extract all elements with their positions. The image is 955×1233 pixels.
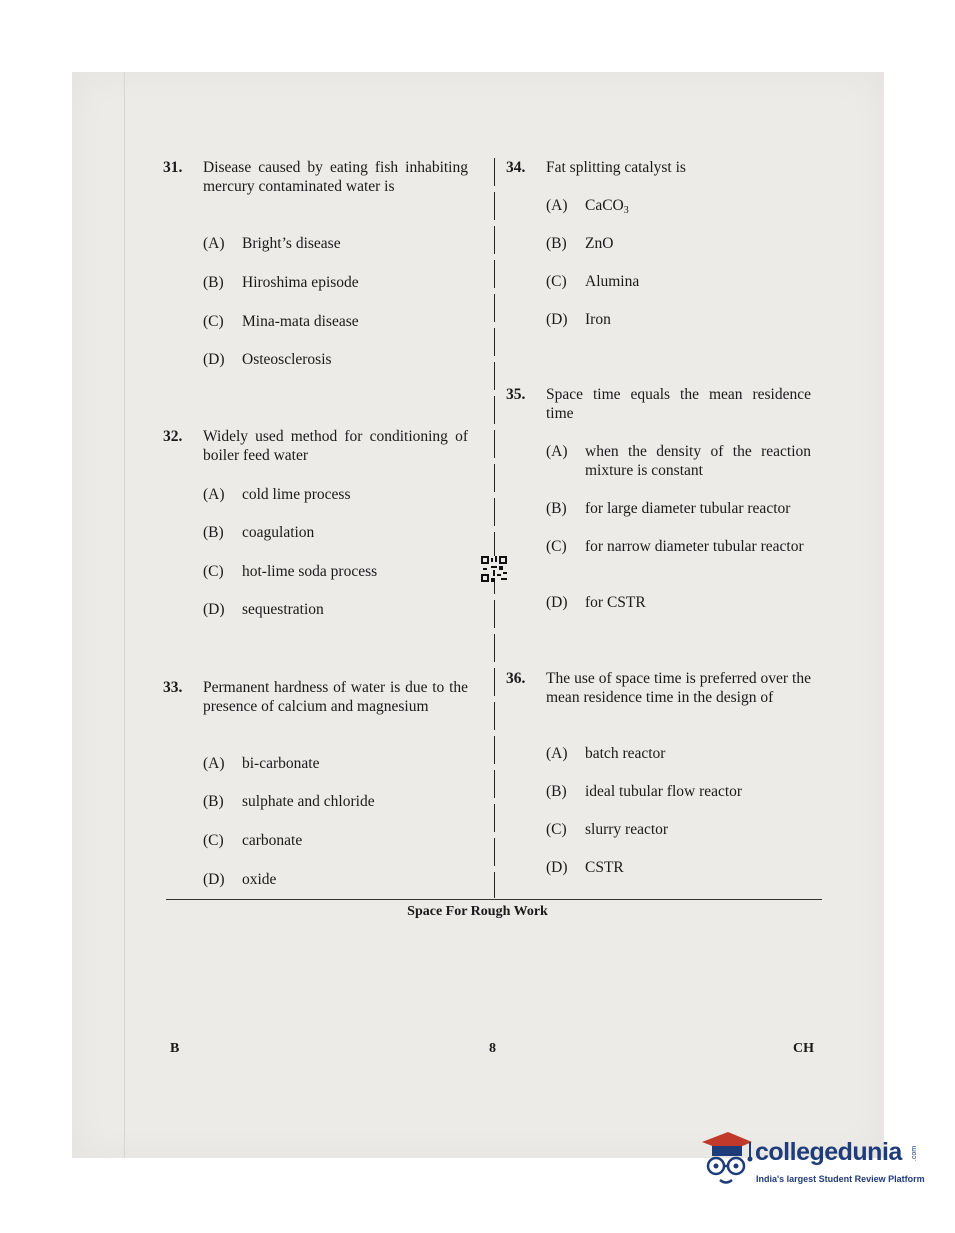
option-text: for CSTR (585, 594, 646, 611)
brand-tagline: India's largest Student Review Platform (756, 1174, 925, 1184)
question-text: Disease caused by eating fish inhabiting mercury contaminated water is (203, 159, 468, 195)
option-34-d[interactable] (546, 310, 811, 329)
page-number: 8 (489, 1041, 496, 1056)
option-text: sulphate and chloride (242, 793, 375, 810)
page-margin-line (124, 72, 125, 1158)
option-label: (D) (546, 311, 568, 328)
option-text: cold lime process (242, 486, 351, 503)
brand-domain-suffix: .com (911, 1145, 919, 1162)
option-label: (A) (546, 197, 568, 214)
question-34 (506, 158, 811, 177)
option-31-c[interactable] (203, 312, 468, 331)
option-text: Osteosclerosis (242, 351, 332, 368)
option-label: (B) (203, 793, 224, 810)
question-32 (163, 427, 468, 465)
option-label: (A) (203, 235, 225, 252)
option-label: (B) (203, 274, 224, 291)
column-divider (494, 158, 495, 898)
option-36-c[interactable] (546, 820, 811, 839)
option-label: (D) (203, 351, 225, 368)
qr-code-icon (481, 556, 507, 582)
question-33 (163, 678, 468, 716)
option-31-b[interactable] (203, 273, 468, 292)
option-label: (A) (203, 755, 225, 772)
option-35-c[interactable] (546, 537, 811, 556)
formula-subscript: 3 (623, 205, 629, 216)
collegedunia-logo[interactable] (698, 1128, 928, 1198)
option-text: coagulation (242, 524, 315, 541)
question-number: 36. (506, 670, 526, 687)
option-text: when the density of the reaction mixture is constant (585, 443, 811, 479)
option-text: CSTR (585, 859, 624, 876)
option-label: (A) (546, 443, 568, 460)
graduate-cap-mascot-icon (698, 1128, 754, 1190)
question-number: 33. (163, 679, 183, 696)
option-text: carbonate (242, 832, 303, 849)
option-36-d[interactable] (546, 858, 811, 877)
question-text: Space time equals the mean residence time (546, 386, 811, 422)
question-text: Fat splitting catalyst is (546, 159, 686, 176)
option-text: oxide (242, 871, 277, 888)
option-31-a[interactable] (203, 234, 468, 253)
option-label: (C) (546, 821, 567, 838)
option-34-b[interactable] (546, 234, 811, 253)
option-text: Bright’s disease (242, 235, 341, 252)
option-text: slurry reactor (585, 821, 669, 838)
option-label: (A) (203, 486, 225, 503)
option-label: (A) (546, 745, 568, 762)
option-text: Alumina (585, 273, 640, 290)
option-text: hot-lime soda process (242, 563, 378, 580)
option-36-a[interactable] (546, 744, 811, 763)
question-number: 32. (163, 428, 183, 445)
option-label: (B) (546, 500, 567, 517)
footer-series: B (170, 1041, 180, 1056)
option-35-b[interactable] (546, 499, 811, 518)
option-text: for narrow diameter tubular reactor (585, 538, 804, 555)
rough-work-label: Space For Rough Work (407, 904, 548, 919)
option-label: (B) (203, 524, 224, 541)
option-text: Hiroshima episode (242, 274, 359, 291)
option-text: batch reactor (585, 745, 666, 762)
option-label: (D) (546, 594, 568, 611)
option-text: for large diameter tubular reactor (585, 500, 791, 517)
question-number: 34. (506, 159, 526, 176)
option-label: (C) (546, 538, 567, 555)
option-text: ideal tubular flow reactor (585, 783, 743, 800)
question-text: The use of space time is preferred over the mean residence time in the design of (546, 670, 811, 706)
option-33-d[interactable] (203, 870, 468, 889)
option-label: (B) (546, 235, 567, 252)
formula-text: CaCO (585, 197, 624, 214)
option-32-d[interactable] (203, 600, 468, 619)
option-label: (C) (546, 273, 567, 290)
question-text: Widely used method for conditioning of boiler feed water (203, 428, 468, 464)
option-35-a[interactable] (546, 442, 811, 480)
option-36-b[interactable] (546, 782, 811, 801)
option-label: (D) (546, 859, 568, 876)
option-32-c[interactable] (203, 562, 468, 581)
question-text: Permanent hardness of water is due to the presence of calcium and magnesium (203, 679, 468, 715)
footer-subject-code: CH (793, 1041, 814, 1056)
option-text (585, 196, 811, 215)
option-label: (C) (203, 313, 224, 330)
option-text: Iron (585, 311, 611, 328)
option-text: bi-carbonate (242, 755, 320, 772)
option-label: (D) (203, 601, 225, 618)
option-text: sequestration (242, 601, 324, 618)
option-34-c[interactable] (546, 272, 811, 291)
option-33-a[interactable] (203, 754, 468, 773)
option-label: (C) (203, 832, 224, 849)
question-number: 31. (163, 159, 183, 176)
option-text: Mina-mata disease (242, 313, 359, 330)
option-text: ZnO (585, 235, 614, 252)
question-31 (163, 158, 468, 196)
option-33-b[interactable] (203, 792, 468, 811)
option-label: (C) (203, 563, 224, 580)
option-33-c[interactable] (203, 831, 468, 850)
option-31-d[interactable] (203, 350, 468, 369)
brand-name: collegedunia (755, 1138, 902, 1166)
question-35 (506, 385, 811, 423)
option-32-a[interactable] (203, 485, 468, 504)
option-label: (B) (546, 783, 567, 800)
rough-work-rule (166, 899, 822, 900)
option-32-b[interactable] (203, 523, 468, 542)
option-label: (D) (203, 871, 225, 888)
option-35-d[interactable] (546, 593, 811, 612)
question-number: 35. (506, 386, 526, 403)
option-34-a[interactable] (546, 196, 811, 215)
question-36 (506, 669, 811, 707)
